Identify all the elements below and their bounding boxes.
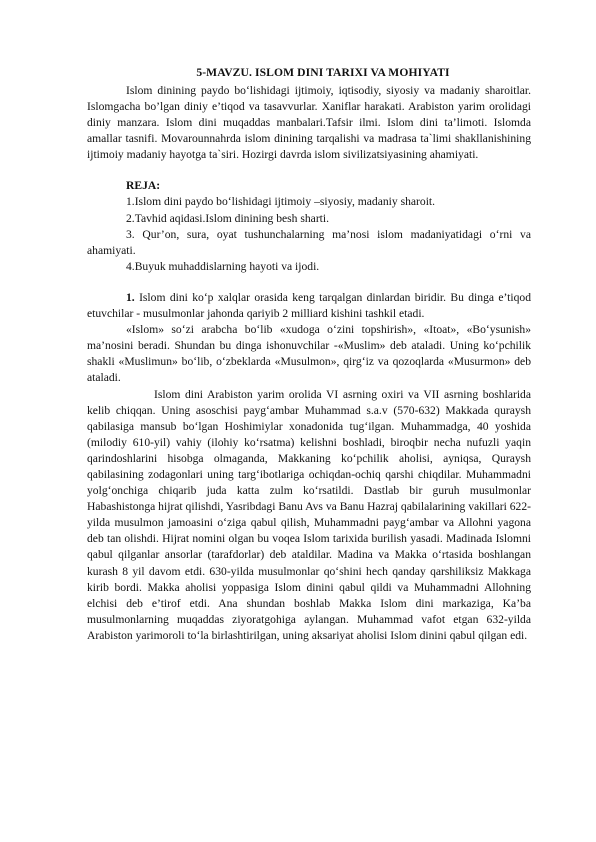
section-1-number: 1.	[126, 290, 135, 304]
paragraph-islom-history: Islom dini Arabiston yarim orolida VI asrning oxiri va VII asrning boshlarida kelib chiqqan. Uning asoschisi payg‘ambar Muhammad s.a.v (570-632) Makkada quraysh qabilasiga mansub bo‘lgan Hoshimiylar xonadonida tug‘ilgan. Muhammadga, 40 yoshida (milodiy 610-yil) vahiy (ilohiy ko‘rsatma) kelishni boshladi, biroqbir necha nufuzli yaqin qarindoshlarini hisobga olmaganda, Makkaning ko‘pchilik aholisi, ayniqsa, Quraysh qabilasining zodagonlari uning targ‘ibotlariga ochiqdan-ochiq qarshi chiqdilar. Muhammadni yolg‘onchiga chiqarib juda katta zulm ko‘rsatildi. Dastlab bir guruh musulmonlar Habashistonga hijrat qilishdi, Yasribdagi Banu Avs va Banu Hazraj qabilalarining vakillari 622-yilda musulmon jamoasini o‘ziga qabul qilish, Muhammadni payg‘ambar va Allohni yagona deb tan olishdi. Hijrat nomini olgan bu voqea Islom tarixida burilish yasadi. Madinada Islomni qabul qilganlar ansorlar (tarafdorlar) deb ataldilar. Madina va Makka o‘rtasida boshlangan kurash 8 yil davom etdi. 630-yilda musulmonlar qo‘shini hech qanday qarshiliksiz Makkaga kirib bordi. Makka aholisi yoppasiga Islom dinini qabul qildi va Muhammadni Allohning elchisi deb e’tirof etdi. Ana shundan boshlab Makka Islom dini markaziga, Ka’ba musulmonlarning muqaddas ziyoratgohiga aylangan. Muhammad vafot etgan 632-yilda Arabiston yarimoroli to‘la birlashtirilgan, uning aksariyat aholisi Islom dinini qabul qilgan edi.	[87, 387, 531, 642]
plan-item-3: 3. Qur’on, sura, oyat tushunchalarning ma’nosi islom madaniyatidagi o‘rni va ahamiyati.	[87, 227, 531, 257]
plan-item-2: 2.Tavhid aqidasi.Islom dinining besh sharti.	[126, 211, 330, 225]
plan-item-4: 4.Buyuk muhaddislarning hayoti va ijodi.	[126, 259, 320, 273]
spacer	[87, 275, 531, 290]
page-title: 5-MAVZU. ISLOM DINI TARIXI VA MOHIYATI	[196, 66, 450, 79]
document-page	[87, 66, 531, 644]
paragraph-islom-meaning: «Islom» so‘zi arabcha bo‘lib «xudoga o‘zini topshirish», «Itoat», «Bo‘ysunish» ma’nosini beradi. Shundan bu dinga ishonuvchilar -«Muslim» deb ataladi. Uning ko‘pchilik shakli «Muslimun» bo‘lib, o‘zbeklarda «Musulmon», qirg‘iz va qozoqlarda «Musurmon» deb ataladi.	[87, 323, 531, 385]
section-1-text: Islom dini ko‘p xalqlar orasida keng tarqalgan dinlardan biridir. Bu dinga e’tiqod etuvchilar - musulmonlar jahonda qariyib 2 milliard kishini tashkil etadi.	[87, 290, 531, 321]
spacer	[87, 163, 531, 178]
plan-item-1: 1.Islom dini paydo bo‘lishidagi ijtimoiy –siyosiy, madaniy sharoit.	[126, 195, 436, 209]
intro-paragraph: Islom dinining paydo bo‘lishidagi ijtimoiy, iqtisodiy, siyosiy va madaniy sharoitlar. Islomgacha bo’lgan diniy e’tiqod va tasavvurlar. Xaniflar harakati. Arabiston yarim orolidagi diniy manzara. Islom dini muqaddas manbalari.Tafsir ilmi. Islom dini ta’limoti. Islomda amallar tasnifi. Movarounnahrda islom dinining tarqalishi va madrasa ta`limi shakllanishining ijtimoiy madaniy hayotga ta`siri. Hozirgi davrda islom sivilizatsiyasining ahamiyati.	[87, 84, 531, 162]
plan-heading: REJA:	[126, 179, 161, 193]
section-1-paragraph	[87, 290, 531, 322]
